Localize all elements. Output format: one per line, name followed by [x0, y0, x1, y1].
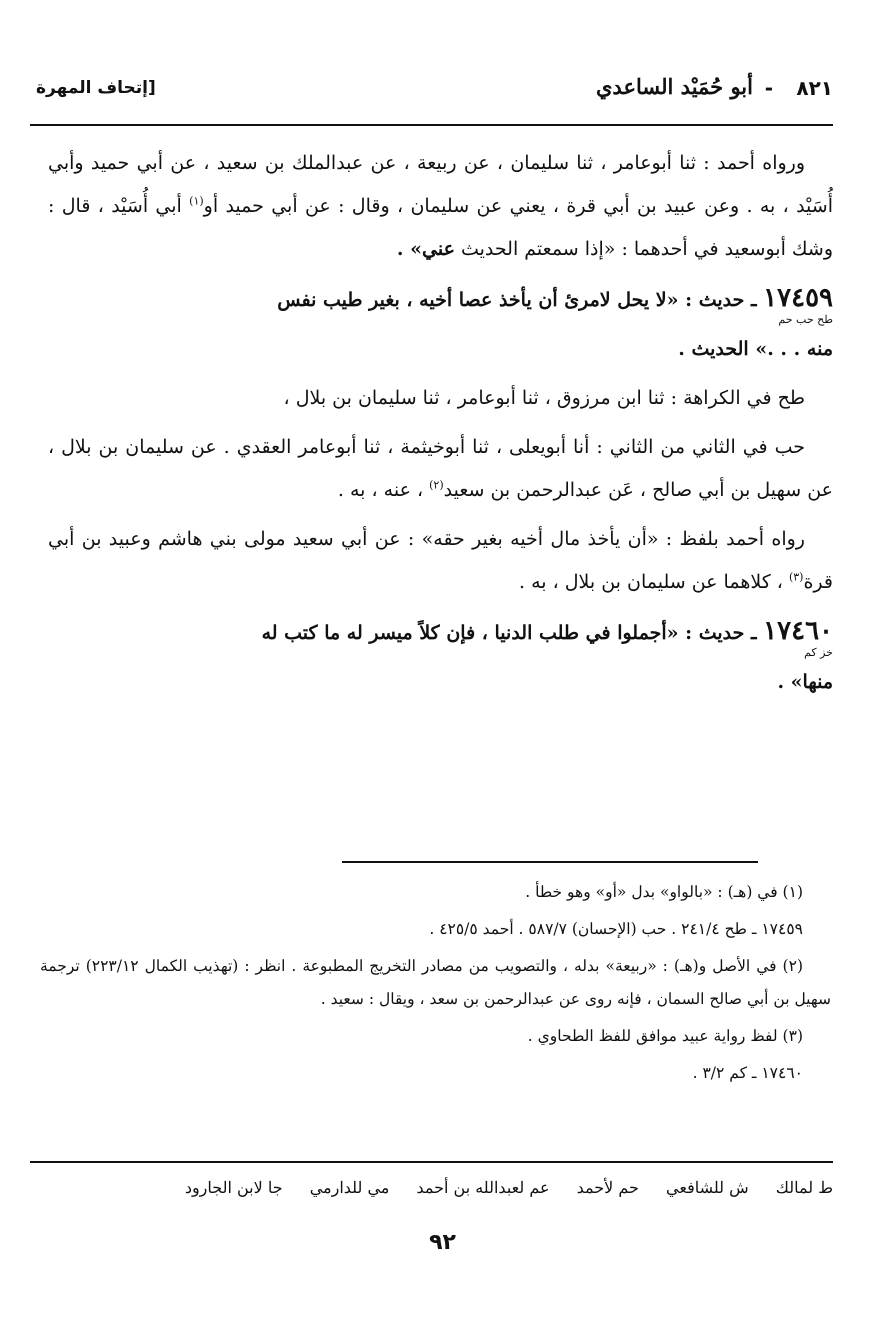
- legend-item: ط لمالك: [775, 1178, 833, 1197]
- page-title: أبو حُمَيْد الساعدي: [596, 74, 753, 99]
- text-line: ، عنه ،: [371, 479, 430, 501]
- text-line: ورواه أحمد : ثنا أبوعامر ، ثنا سليمان ، عن ربيعة ، عن عبدالملك بن سعيد ، عن: [170, 152, 805, 174]
- footnote-ref: (١): [189, 194, 204, 208]
- legend-rule: [30, 1161, 833, 1163]
- text-line: أبي أُسَيْد ، قال : وشك أبوسعيد في أحدهما : «إذا سمعتم الحديث: [48, 195, 833, 260]
- footnote-1: (١) في (هـ) : «بالواو» بدل «أو» وهو خطأ .: [525, 883, 803, 901]
- page-number: ٩٢: [429, 1230, 456, 1255]
- legend-item: جا لابن الجارود: [184, 1178, 283, 1197]
- hadith-quote: «أجملوا في طلب الدنيا ، فإن كلاً ميسر له ما كتب له: [261, 622, 679, 644]
- text-line: سليمان بن بلال ، عن سهيل بن أبي صالح ، عَن عبدالرحمن بن سعيد: [48, 436, 833, 501]
- text-line: به .: [337, 479, 366, 501]
- hadith-17460: [48, 610, 833, 704]
- entry-number: ٨٢١: [796, 76, 833, 100]
- footnote-ref: (٣): [788, 570, 804, 584]
- hadith-quote: «لا يحل لامرئ أن يأخذ عصا أخيه ، بغير طيب نفس: [277, 289, 679, 311]
- source-sigla: طح حب حم: [778, 313, 833, 326]
- text-line: عني» .: [396, 238, 455, 260]
- footnote-separator: [342, 861, 758, 863]
- hadith-label: ـ حديث :: [678, 289, 764, 311]
- footnotes: [40, 876, 831, 1094]
- text-line: أبي حميد وأبي أُسَيْد ، به . وعن عبيد بن أبي قرة ، يعني عن سليمان ، وقال : عن: [48, 152, 833, 217]
- text-line: رواه أحمد بلفظ : «أن يأخذ مال أخيه بغير حقه» : عن أبي سعيد مولى بني: [209, 528, 805, 550]
- hadith-17459: [48, 277, 833, 371]
- footnote-ref: (٢): [429, 478, 444, 492]
- book-tag: [إتحاف المهرة: [36, 78, 156, 98]
- reference-17459: ١٧٤٥٩ ـ طح ٢٤١/٤ . حب (الإحسان) ٥٨٧/٧ . أحمد ٤٢٥/٥ .: [429, 920, 803, 938]
- hadith-label: ـ حديث :: [678, 622, 764, 644]
- reference-17460: ١٧٤٦٠ ـ كم ٣/٢ .: [692, 1064, 803, 1082]
- sigla-legend: [30, 1178, 833, 1197]
- paragraph-tahawi: [48, 377, 833, 420]
- legend-item: حم لأحمد: [576, 1178, 639, 1197]
- legend-item: مي للدارمي: [309, 1178, 390, 1197]
- hadith-number: ١٧٤٥٩: [763, 283, 833, 313]
- header-rule: [30, 124, 833, 126]
- hadith-quote-end: منه . . .» الحديث .: [678, 338, 833, 360]
- text-line: أبي حميد أو: [203, 195, 298, 217]
- header-dash: -: [764, 76, 773, 100]
- footnote-3: (٣) لفظ رواية عبيد موافق للفظ الطحاوي .: [527, 1027, 803, 1045]
- footnote-2: (٢) في الأصل و(هـ) : «ربيعة» بدله ، والتصويب من مصادر التخريج المطبوعة . انظر : (تهذيب الكمال ٢٢٣/١٢) ترجمة سهيل بن أبي صالح السمان ، فإنه روى عن عبدالرحمن بن سعد ، ويقال : سعيد .: [40, 957, 831, 1008]
- hadith-quote-end: منها» .: [777, 671, 833, 693]
- hadith-number: ١٧٤٦٠: [763, 616, 833, 646]
- text-line: ، كلاهما عن سليمان بن بلال ، به .: [518, 571, 789, 593]
- source-sigla: خز كم: [804, 646, 833, 659]
- text-line: طح في الكراهة : ثنا ابن مرزوق ، ثنا أبوعامر ، ثنا سليمان بن بلال ،: [283, 387, 805, 409]
- text-line: حب في الثاني من الثاني : أنا أبويعلى ، ثنا أبوخيثمة ، ثنا أبوعامر العقدي . عن: [190, 436, 805, 458]
- text-line: هاشم وعبيد بن أبي قرة: [48, 528, 833, 593]
- legend-item: ش للشافعي: [666, 1178, 749, 1197]
- paragraph-ahmad-riwaya: [48, 142, 833, 271]
- paragraph-ibn-hibban: [48, 426, 833, 512]
- main-text: [48, 142, 833, 710]
- paragraph-ahmad-lafz: [48, 518, 833, 604]
- legend-item: عم لعبدالله بن أحمد: [416, 1178, 550, 1197]
